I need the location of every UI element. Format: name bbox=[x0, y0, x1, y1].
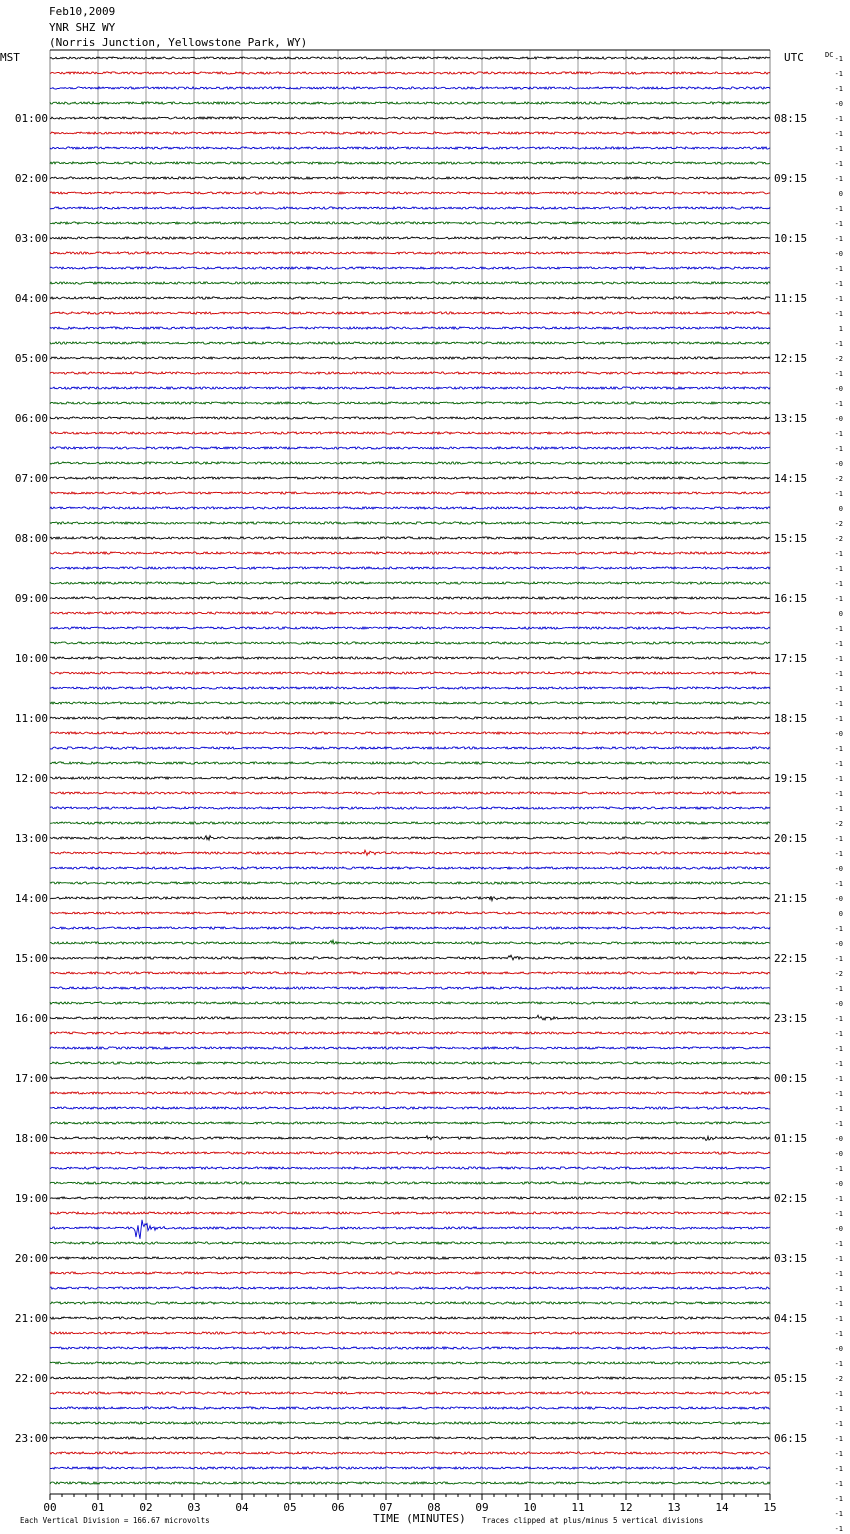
dc-offset-label: -1 bbox=[834, 925, 843, 933]
dc-offset-label: -1 bbox=[834, 880, 843, 888]
seismic-trace bbox=[50, 477, 770, 479]
right-hour-label: 06:15 bbox=[774, 1432, 808, 1445]
dc-offset-label: -1 bbox=[834, 1300, 843, 1308]
dc-offset-label: -1 bbox=[834, 1465, 843, 1473]
right-hour-label: 12:15 bbox=[774, 352, 808, 365]
seismic-trace bbox=[50, 237, 770, 239]
seismic-trace bbox=[50, 777, 770, 779]
dc-offset-label: -0 bbox=[834, 1225, 843, 1233]
dc-offset-label: -1 bbox=[834, 370, 843, 378]
seismic-trace bbox=[50, 462, 770, 464]
seismic-trace bbox=[50, 1272, 770, 1274]
dc-offset-label: 1 bbox=[838, 325, 843, 333]
left-hour-label: 13:00 bbox=[14, 832, 48, 845]
dc-offset-label: -2 bbox=[834, 475, 843, 483]
right-hour-label: 04:15 bbox=[774, 1312, 808, 1325]
clip-note: Traces clipped at plus/minus 5 vertical divisions bbox=[482, 1516, 704, 1525]
dc-offset-label: -1 bbox=[834, 625, 843, 633]
x-tick-label: 07 bbox=[379, 1501, 393, 1514]
dc-offset-label: -0 bbox=[834, 895, 843, 903]
dc-offset-label: -1 bbox=[834, 760, 843, 768]
scale-note: Each Vertical Division = 166.67 microvolts bbox=[20, 1516, 210, 1525]
seismic-trace bbox=[50, 1332, 770, 1334]
seismic-trace bbox=[50, 612, 770, 614]
seismic-trace bbox=[50, 102, 770, 104]
dc-offset-label: -2 bbox=[834, 1375, 843, 1383]
dc-offset-label: -0 bbox=[834, 1345, 843, 1353]
seismic-trace bbox=[50, 702, 770, 704]
dc-offset-label: -2 bbox=[834, 535, 843, 543]
seismic-trace bbox=[50, 1377, 770, 1379]
seismic-trace bbox=[50, 87, 770, 89]
dc-offset-label: -1 bbox=[834, 1525, 843, 1533]
left-hour-label: 11:00 bbox=[14, 712, 48, 725]
seismic-trace bbox=[50, 207, 770, 209]
left-hour-label: 20:00 bbox=[14, 1252, 48, 1265]
x-tick-label: 04 bbox=[235, 1501, 249, 1514]
left-hour-label: 15:00 bbox=[14, 952, 48, 965]
x-tick-label: 13 bbox=[667, 1501, 681, 1514]
dc-offset-label: -0 bbox=[834, 415, 843, 423]
seismic-trace bbox=[50, 552, 770, 554]
dc-offset-label: -1 bbox=[834, 1435, 843, 1443]
seismic-trace bbox=[50, 372, 770, 374]
dc-offset-label: -0 bbox=[834, 100, 843, 108]
right-hour-label: 16:15 bbox=[774, 592, 808, 605]
seismic-trace bbox=[50, 1062, 770, 1064]
right-hour-label: 02:15 bbox=[774, 1192, 808, 1205]
dc-offset-label: -1 bbox=[834, 400, 843, 408]
seismic-trace bbox=[50, 432, 770, 434]
seismic-trace bbox=[50, 72, 770, 74]
x-tick-label: 00 bbox=[43, 1501, 57, 1514]
seismic-trace bbox=[50, 327, 770, 329]
seismic-trace bbox=[50, 792, 770, 794]
dc-offset-label: -1 bbox=[834, 1075, 843, 1083]
x-axis-title: TIME (MINUTES) bbox=[373, 1512, 466, 1525]
dc-offset-label: -1 bbox=[834, 1480, 843, 1488]
dc-offset-label: -1 bbox=[834, 1090, 843, 1098]
dc-offset-label: -1 bbox=[834, 70, 843, 78]
right-hour-label: 15:15 bbox=[774, 532, 808, 545]
dc-offset-label: -1 bbox=[834, 85, 843, 93]
left-hour-label: 07:00 bbox=[14, 472, 48, 485]
seismic-trace bbox=[50, 1407, 770, 1409]
seismic-trace bbox=[50, 1122, 770, 1124]
left-hour-label: 08:00 bbox=[14, 532, 48, 545]
dc-offset-label: -1 bbox=[834, 310, 843, 318]
seismic-trace bbox=[50, 987, 770, 989]
dc-offset-label: -1 bbox=[834, 775, 843, 783]
dc-label: DC bbox=[825, 51, 834, 59]
dc-offset-label: -1 bbox=[834, 115, 843, 123]
seismic-trace bbox=[50, 147, 770, 149]
dc-offset-label: -1 bbox=[834, 205, 843, 213]
dc-offset-label: -1 bbox=[834, 1240, 843, 1248]
seismic-trace bbox=[50, 582, 770, 584]
seismic-trace bbox=[50, 57, 770, 59]
dc-offset-label: -1 bbox=[834, 565, 843, 573]
dc-offset-label: -1 bbox=[834, 745, 843, 753]
x-tick-label: 15 bbox=[763, 1501, 777, 1514]
right-hour-label: 00:15 bbox=[774, 1072, 808, 1085]
seismic-trace bbox=[50, 807, 770, 809]
seismic-trace bbox=[50, 912, 770, 914]
seismic-trace bbox=[50, 417, 770, 419]
dc-offset-label: -1 bbox=[834, 670, 843, 678]
seismic-trace bbox=[50, 1032, 770, 1034]
left-hour-label: 04:00 bbox=[14, 292, 48, 305]
dc-offset-label: -0 bbox=[834, 865, 843, 873]
dc-offset-label: -1 bbox=[834, 655, 843, 663]
trace-group bbox=[50, 57, 770, 1484]
seismic-trace bbox=[50, 1136, 770, 1141]
seismic-trace bbox=[50, 447, 770, 449]
seismic-trace bbox=[50, 822, 770, 824]
dc-offset-label: -1 bbox=[834, 1315, 843, 1323]
dc-offset-label: -0 bbox=[834, 385, 843, 393]
dc-offset-label: -1 bbox=[834, 850, 843, 858]
dc-offset-label: -2 bbox=[834, 520, 843, 528]
seismic-trace bbox=[50, 1220, 770, 1239]
left-hour-label: 10:00 bbox=[14, 652, 48, 665]
right-hour-label: 18:15 bbox=[774, 712, 808, 725]
dc-offset-label: -0 bbox=[834, 730, 843, 738]
dc-offset-label: -1 bbox=[834, 1495, 843, 1503]
seismic-trace bbox=[50, 1422, 770, 1424]
dc-offset-label: -0 bbox=[834, 1150, 843, 1158]
dc-offset-label: -1 bbox=[834, 55, 843, 63]
dc-offset-label: -1 bbox=[834, 700, 843, 708]
seismic-trace bbox=[50, 850, 770, 855]
dc-offset-label: -2 bbox=[834, 820, 843, 828]
dc-offset-label: -1 bbox=[834, 160, 843, 168]
dc-offset-label: -1 bbox=[834, 1360, 843, 1368]
seismic-trace bbox=[50, 1242, 770, 1244]
seismic-trace bbox=[50, 252, 770, 254]
left-hour-label: 12:00 bbox=[14, 772, 48, 785]
seismic-trace bbox=[50, 627, 770, 629]
dc-offset-label: -1 bbox=[834, 280, 843, 288]
seismic-trace bbox=[50, 1197, 770, 1199]
dc-offset-label: -1 bbox=[834, 490, 843, 498]
seismic-trace bbox=[50, 955, 770, 960]
dc-offset-label: -1 bbox=[834, 1195, 843, 1203]
dc-offset-label: -1 bbox=[834, 1165, 843, 1173]
seismic-trace bbox=[50, 1317, 770, 1319]
x-tick-label: 10 bbox=[523, 1501, 537, 1514]
header-date: Feb10,2009 bbox=[49, 5, 116, 18]
dc-offset-label: -0 bbox=[834, 1000, 843, 1008]
seismic-trace bbox=[50, 537, 770, 539]
left-hour-label: 16:00 bbox=[14, 1012, 48, 1025]
seismic-trace bbox=[50, 762, 770, 764]
seismic-trace bbox=[50, 836, 770, 840]
x-tick-label: 08 bbox=[427, 1501, 441, 1514]
left-hour-label: 09:00 bbox=[14, 592, 48, 605]
seismic-trace bbox=[50, 1167, 770, 1169]
right-hour-label: 11:15 bbox=[774, 292, 808, 305]
dc-offset-label: -1 bbox=[834, 1120, 843, 1128]
dc-offset-label: -1 bbox=[834, 1420, 843, 1428]
seismic-trace bbox=[50, 507, 770, 509]
seismic-trace bbox=[50, 492, 770, 494]
seismic-trace bbox=[50, 747, 770, 749]
dc-offset-label: -1 bbox=[834, 805, 843, 813]
dc-offset-label: -1 bbox=[834, 685, 843, 693]
seismic-trace bbox=[50, 1392, 770, 1394]
seismic-trace bbox=[50, 896, 770, 901]
seismic-trace bbox=[50, 1015, 770, 1020]
left-hour-label: 18:00 bbox=[14, 1132, 48, 1145]
dc-offset-label: -1 bbox=[834, 145, 843, 153]
seismic-trace bbox=[50, 867, 770, 869]
seismic-trace bbox=[50, 1092, 770, 1094]
right-hour-label: 14:15 bbox=[774, 472, 808, 485]
x-tick-label: 01 bbox=[91, 1501, 105, 1514]
x-tick-label: 06 bbox=[331, 1501, 345, 1514]
dc-offset-label: -1 bbox=[834, 550, 843, 558]
dc-offset-label: -1 bbox=[834, 955, 843, 963]
seismic-trace bbox=[50, 972, 770, 974]
x-tick-label: 02 bbox=[139, 1501, 153, 1514]
seismic-trace bbox=[50, 192, 770, 194]
seismic-trace bbox=[50, 402, 770, 404]
seismic-trace bbox=[50, 1347, 770, 1349]
dc-offset-label: -1 bbox=[834, 1330, 843, 1338]
dc-offset-label: -1 bbox=[834, 1105, 843, 1113]
seismic-trace bbox=[50, 1287, 770, 1289]
dc-offset-label: -1 bbox=[834, 430, 843, 438]
seismic-trace bbox=[50, 882, 770, 884]
dc-offset-label: -1 bbox=[834, 640, 843, 648]
seismic-trace bbox=[50, 717, 770, 719]
dc-offset-label: -1 bbox=[834, 1390, 843, 1398]
dc-offset-label: -1 bbox=[834, 1030, 843, 1038]
dc-offset-label: -0 bbox=[834, 460, 843, 468]
seismic-trace bbox=[50, 267, 770, 269]
left-hour-label: 05:00 bbox=[14, 352, 48, 365]
seismic-trace bbox=[50, 1452, 770, 1454]
seismic-trace bbox=[50, 297, 770, 299]
seismic-trace bbox=[50, 1077, 770, 1079]
seismic-trace bbox=[50, 222, 770, 224]
x-tick-label: 14 bbox=[715, 1501, 729, 1514]
seismic-trace bbox=[50, 657, 770, 659]
dc-offset-label: -0 bbox=[834, 250, 843, 258]
seismic-trace bbox=[50, 1302, 770, 1304]
left-hour-label: 03:00 bbox=[14, 232, 48, 245]
dc-offset-label: -1 bbox=[834, 295, 843, 303]
right-hour-label: 08:15 bbox=[774, 112, 808, 125]
dc-offset-label: -1 bbox=[834, 1285, 843, 1293]
right-hour-label: 10:15 bbox=[774, 232, 808, 245]
seismic-trace bbox=[50, 1257, 770, 1259]
dc-offset-label: -1 bbox=[834, 985, 843, 993]
left-hour-label: 01:00 bbox=[14, 112, 48, 125]
dc-offset-label: -1 bbox=[834, 130, 843, 138]
seismic-trace bbox=[50, 1467, 770, 1469]
dc-offset-label: -1 bbox=[834, 1405, 843, 1413]
seismic-trace bbox=[50, 522, 770, 524]
x-tick-label: 09 bbox=[475, 1501, 489, 1514]
left-hour-label: 02:00 bbox=[14, 172, 48, 185]
seismic-trace bbox=[50, 1182, 770, 1184]
seismic-trace bbox=[50, 162, 770, 164]
right-hour-label: 05:15 bbox=[774, 1372, 808, 1385]
dc-offset-label: -1 bbox=[834, 340, 843, 348]
left-hour-label: 23:00 bbox=[14, 1432, 48, 1445]
seismic-trace bbox=[50, 642, 770, 644]
seismic-trace bbox=[50, 1002, 770, 1004]
left-hour-label: 19:00 bbox=[14, 1192, 48, 1205]
right-hour-label: 01:15 bbox=[774, 1132, 808, 1145]
seismic-trace bbox=[50, 687, 770, 689]
dc-offset-label: -1 bbox=[834, 175, 843, 183]
seismic-trace bbox=[50, 1437, 770, 1439]
left-hour-label: 06:00 bbox=[14, 412, 48, 425]
dc-offset-label: -1 bbox=[834, 1270, 843, 1278]
dc-offset-label: 0 bbox=[838, 610, 843, 618]
seismic-trace bbox=[50, 597, 770, 599]
right-timezone-label: UTC bbox=[784, 51, 804, 64]
right-hour-label: 19:15 bbox=[774, 772, 808, 785]
right-hour-label: 20:15 bbox=[774, 832, 808, 845]
left-timezone-label: MST bbox=[0, 51, 20, 64]
seismic-trace bbox=[50, 1107, 770, 1109]
dc-offset-label: -1 bbox=[834, 1255, 843, 1263]
seismic-trace bbox=[50, 567, 770, 569]
dc-offset-label: -1 bbox=[834, 835, 843, 843]
seismic-trace bbox=[50, 1482, 770, 1484]
seismic-trace bbox=[50, 1047, 770, 1049]
left-hour-label: 17:00 bbox=[14, 1072, 48, 1085]
dc-offset-label: -1 bbox=[834, 1210, 843, 1218]
right-hour-label: 09:15 bbox=[774, 172, 808, 185]
header-location: (Norris Junction, Yellowstone Park, WY) bbox=[49, 36, 308, 49]
seismic-trace bbox=[50, 282, 770, 284]
dc-offset-label: -1 bbox=[834, 235, 843, 243]
seismic-trace bbox=[50, 1212, 770, 1214]
dc-offset-label: -1 bbox=[834, 715, 843, 723]
left-hour-label: 21:00 bbox=[14, 1312, 48, 1325]
dc-offset-label: -1 bbox=[834, 595, 843, 603]
seismic-trace bbox=[50, 342, 770, 344]
dc-offset-label: 0 bbox=[838, 910, 843, 918]
seismic-trace bbox=[50, 312, 770, 314]
dc-offset-label: 0 bbox=[838, 505, 843, 513]
seismic-trace bbox=[50, 927, 770, 929]
right-hour-label: 21:15 bbox=[774, 892, 808, 905]
right-hour-label: 22:15 bbox=[774, 952, 808, 965]
right-hour-label: 23:15 bbox=[774, 1012, 808, 1025]
seismic-trace bbox=[50, 357, 770, 359]
right-hour-label: 13:15 bbox=[774, 412, 808, 425]
dc-offset-label: -1 bbox=[834, 1045, 843, 1053]
dc-offset-label: -1 bbox=[834, 790, 843, 798]
dc-offset-label: -2 bbox=[834, 355, 843, 363]
right-hour-label: 17:15 bbox=[774, 652, 808, 665]
right-hour-label: 03:15 bbox=[774, 1252, 808, 1265]
dc-offset-label: -1 bbox=[834, 1510, 843, 1518]
seismic-trace bbox=[50, 1152, 770, 1154]
dc-offset-label: -1 bbox=[834, 580, 843, 588]
dc-offset-label: -1 bbox=[834, 1060, 843, 1068]
seismic-trace bbox=[50, 732, 770, 734]
dc-offset-label: -0 bbox=[834, 1135, 843, 1143]
dc-offset-label: 0 bbox=[838, 190, 843, 198]
left-hour-label: 22:00 bbox=[14, 1372, 48, 1385]
dc-offset-label: -0 bbox=[834, 1180, 843, 1188]
x-tick-label: 03 bbox=[187, 1501, 201, 1514]
seismic-trace bbox=[50, 387, 770, 389]
dc-offset-label: -1 bbox=[834, 1015, 843, 1023]
left-hour-label: 14:00 bbox=[14, 892, 48, 905]
seismic-trace bbox=[50, 1362, 770, 1364]
x-tick-label: 12 bbox=[619, 1501, 633, 1514]
dc-offset-label: -2 bbox=[834, 970, 843, 978]
x-tick-label: 11 bbox=[571, 1501, 585, 1514]
dc-offset-label: -1 bbox=[834, 220, 843, 228]
dc-offset-label: -1 bbox=[834, 265, 843, 273]
seismic-trace bbox=[50, 117, 770, 119]
dc-offset-label: -0 bbox=[834, 940, 843, 948]
seismic-trace bbox=[50, 177, 770, 179]
dc-offset-label: -1 bbox=[834, 445, 843, 453]
seismic-trace bbox=[50, 940, 770, 944]
seismic-trace bbox=[50, 132, 770, 134]
dc-offset-label: -1 bbox=[834, 1450, 843, 1458]
x-tick-label: 05 bbox=[283, 1501, 297, 1514]
seismic-trace bbox=[50, 672, 770, 674]
header-station: YNR SHZ WY bbox=[49, 20, 116, 34]
